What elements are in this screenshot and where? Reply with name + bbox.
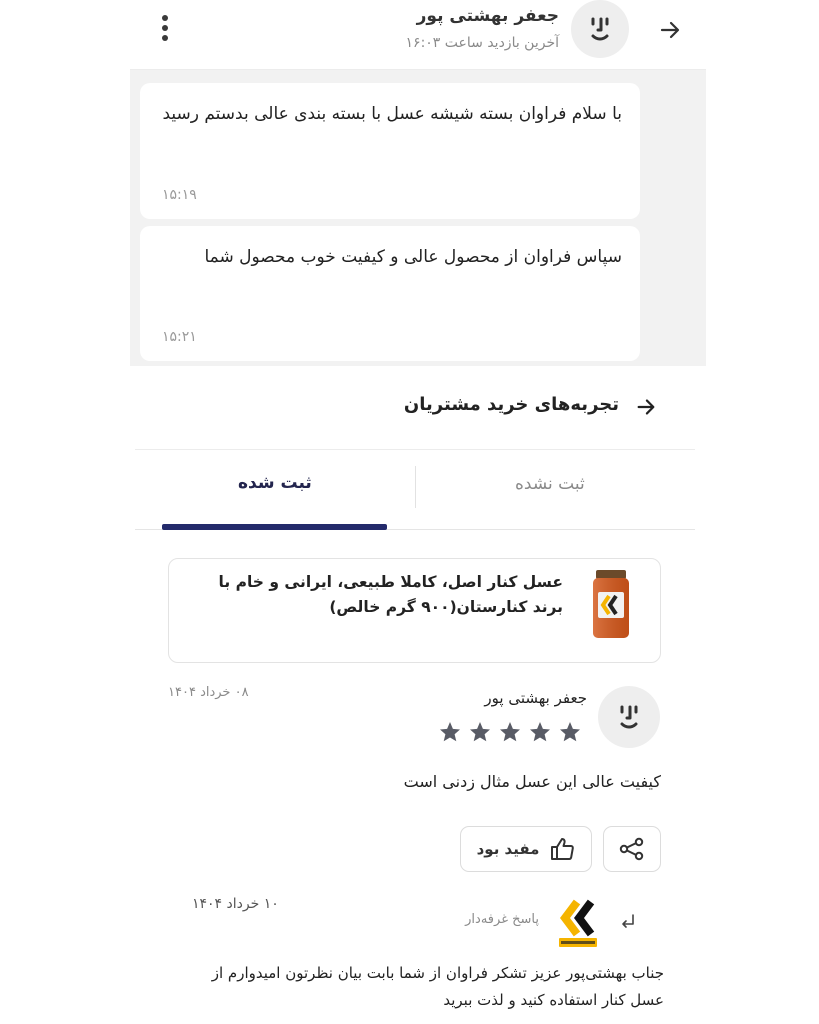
active-tab-indicator bbox=[162, 524, 387, 530]
star-icon bbox=[558, 720, 582, 744]
reply-arrow-icon bbox=[618, 912, 638, 932]
star-rating bbox=[438, 720, 582, 744]
avatar-face-icon bbox=[580, 9, 620, 49]
seller-reply-text: جناب بهشتی‌پور عزیز تشکر فراوان از شما بابت بیان نظرتون امیدوارم از عسل کنار استفاده کنید و لذت ببرید bbox=[211, 964, 664, 1009]
tab-unregistered[interactable]: ثبت نشده bbox=[515, 474, 585, 494]
back-arrow-icon bbox=[635, 396, 657, 418]
message-time: ۱۵:۱۹ bbox=[162, 187, 197, 203]
star-icon bbox=[498, 720, 522, 744]
tab-divider bbox=[415, 466, 416, 508]
more-vertical-dot bbox=[162, 35, 168, 41]
share-button[interactable] bbox=[603, 826, 661, 872]
contact-name: جعفر بهشتی پور bbox=[416, 6, 559, 26]
star-icon bbox=[528, 720, 552, 744]
message-time: ۱۵:۲۱ bbox=[162, 329, 197, 345]
message-text: سپاس فراوان از محصول عالی و کیفیت خوب محصول شما bbox=[204, 247, 622, 267]
helpful-label: مفید بود bbox=[476, 840, 540, 858]
star-icon bbox=[438, 720, 462, 744]
message-bubble bbox=[140, 226, 640, 361]
honey-jar-image bbox=[590, 570, 632, 640]
review-text: کیفیت عالی این عسل مثال زدنی است bbox=[403, 772, 661, 791]
back-arrow-icon bbox=[658, 18, 682, 42]
message-bubble bbox=[140, 83, 640, 219]
avatar-face-icon bbox=[609, 697, 649, 737]
seller-reply-label: پاسخ غرفه‌دار bbox=[465, 912, 539, 927]
more-options-button[interactable] bbox=[150, 10, 180, 46]
more-vertical-dot bbox=[162, 25, 168, 31]
message-text: با سلام فراوان بسته شیشه عسل با بسته بندی عالی بدستم رسید bbox=[162, 104, 622, 124]
star-icon bbox=[468, 720, 492, 744]
more-vertical-icon bbox=[162, 15, 168, 21]
thumbs-up-icon bbox=[549, 836, 575, 862]
tab-registered[interactable]: ثبت شده bbox=[238, 473, 312, 493]
share-icon bbox=[619, 836, 645, 862]
seller-logo bbox=[557, 898, 599, 948]
section-back-button[interactable] bbox=[630, 392, 662, 422]
helpful-button[interactable] bbox=[460, 826, 592, 872]
reviewer-avatar bbox=[598, 686, 660, 748]
product-title[interactable]: عسل کنار اصل، کاملا طبیعی، ایرانی و خام با برند کنارستان(۹۰۰ گرم خالص) bbox=[218, 573, 563, 616]
contact-avatar[interactable] bbox=[571, 0, 629, 58]
reply-date: ۱۰ خرداد ۱۴۰۴ bbox=[192, 896, 279, 912]
last-seen-status: آخرین بازدید ساعت ۱۶:۰۳ bbox=[405, 35, 559, 51]
review-date: ۰۸ خرداد ۱۴۰۴ bbox=[168, 685, 249, 700]
back-button[interactable] bbox=[650, 12, 690, 48]
section-title: تجربه‌های خرید مشتریان bbox=[403, 394, 619, 415]
reviewer-name: جعفر بهشتی پور bbox=[484, 689, 587, 707]
